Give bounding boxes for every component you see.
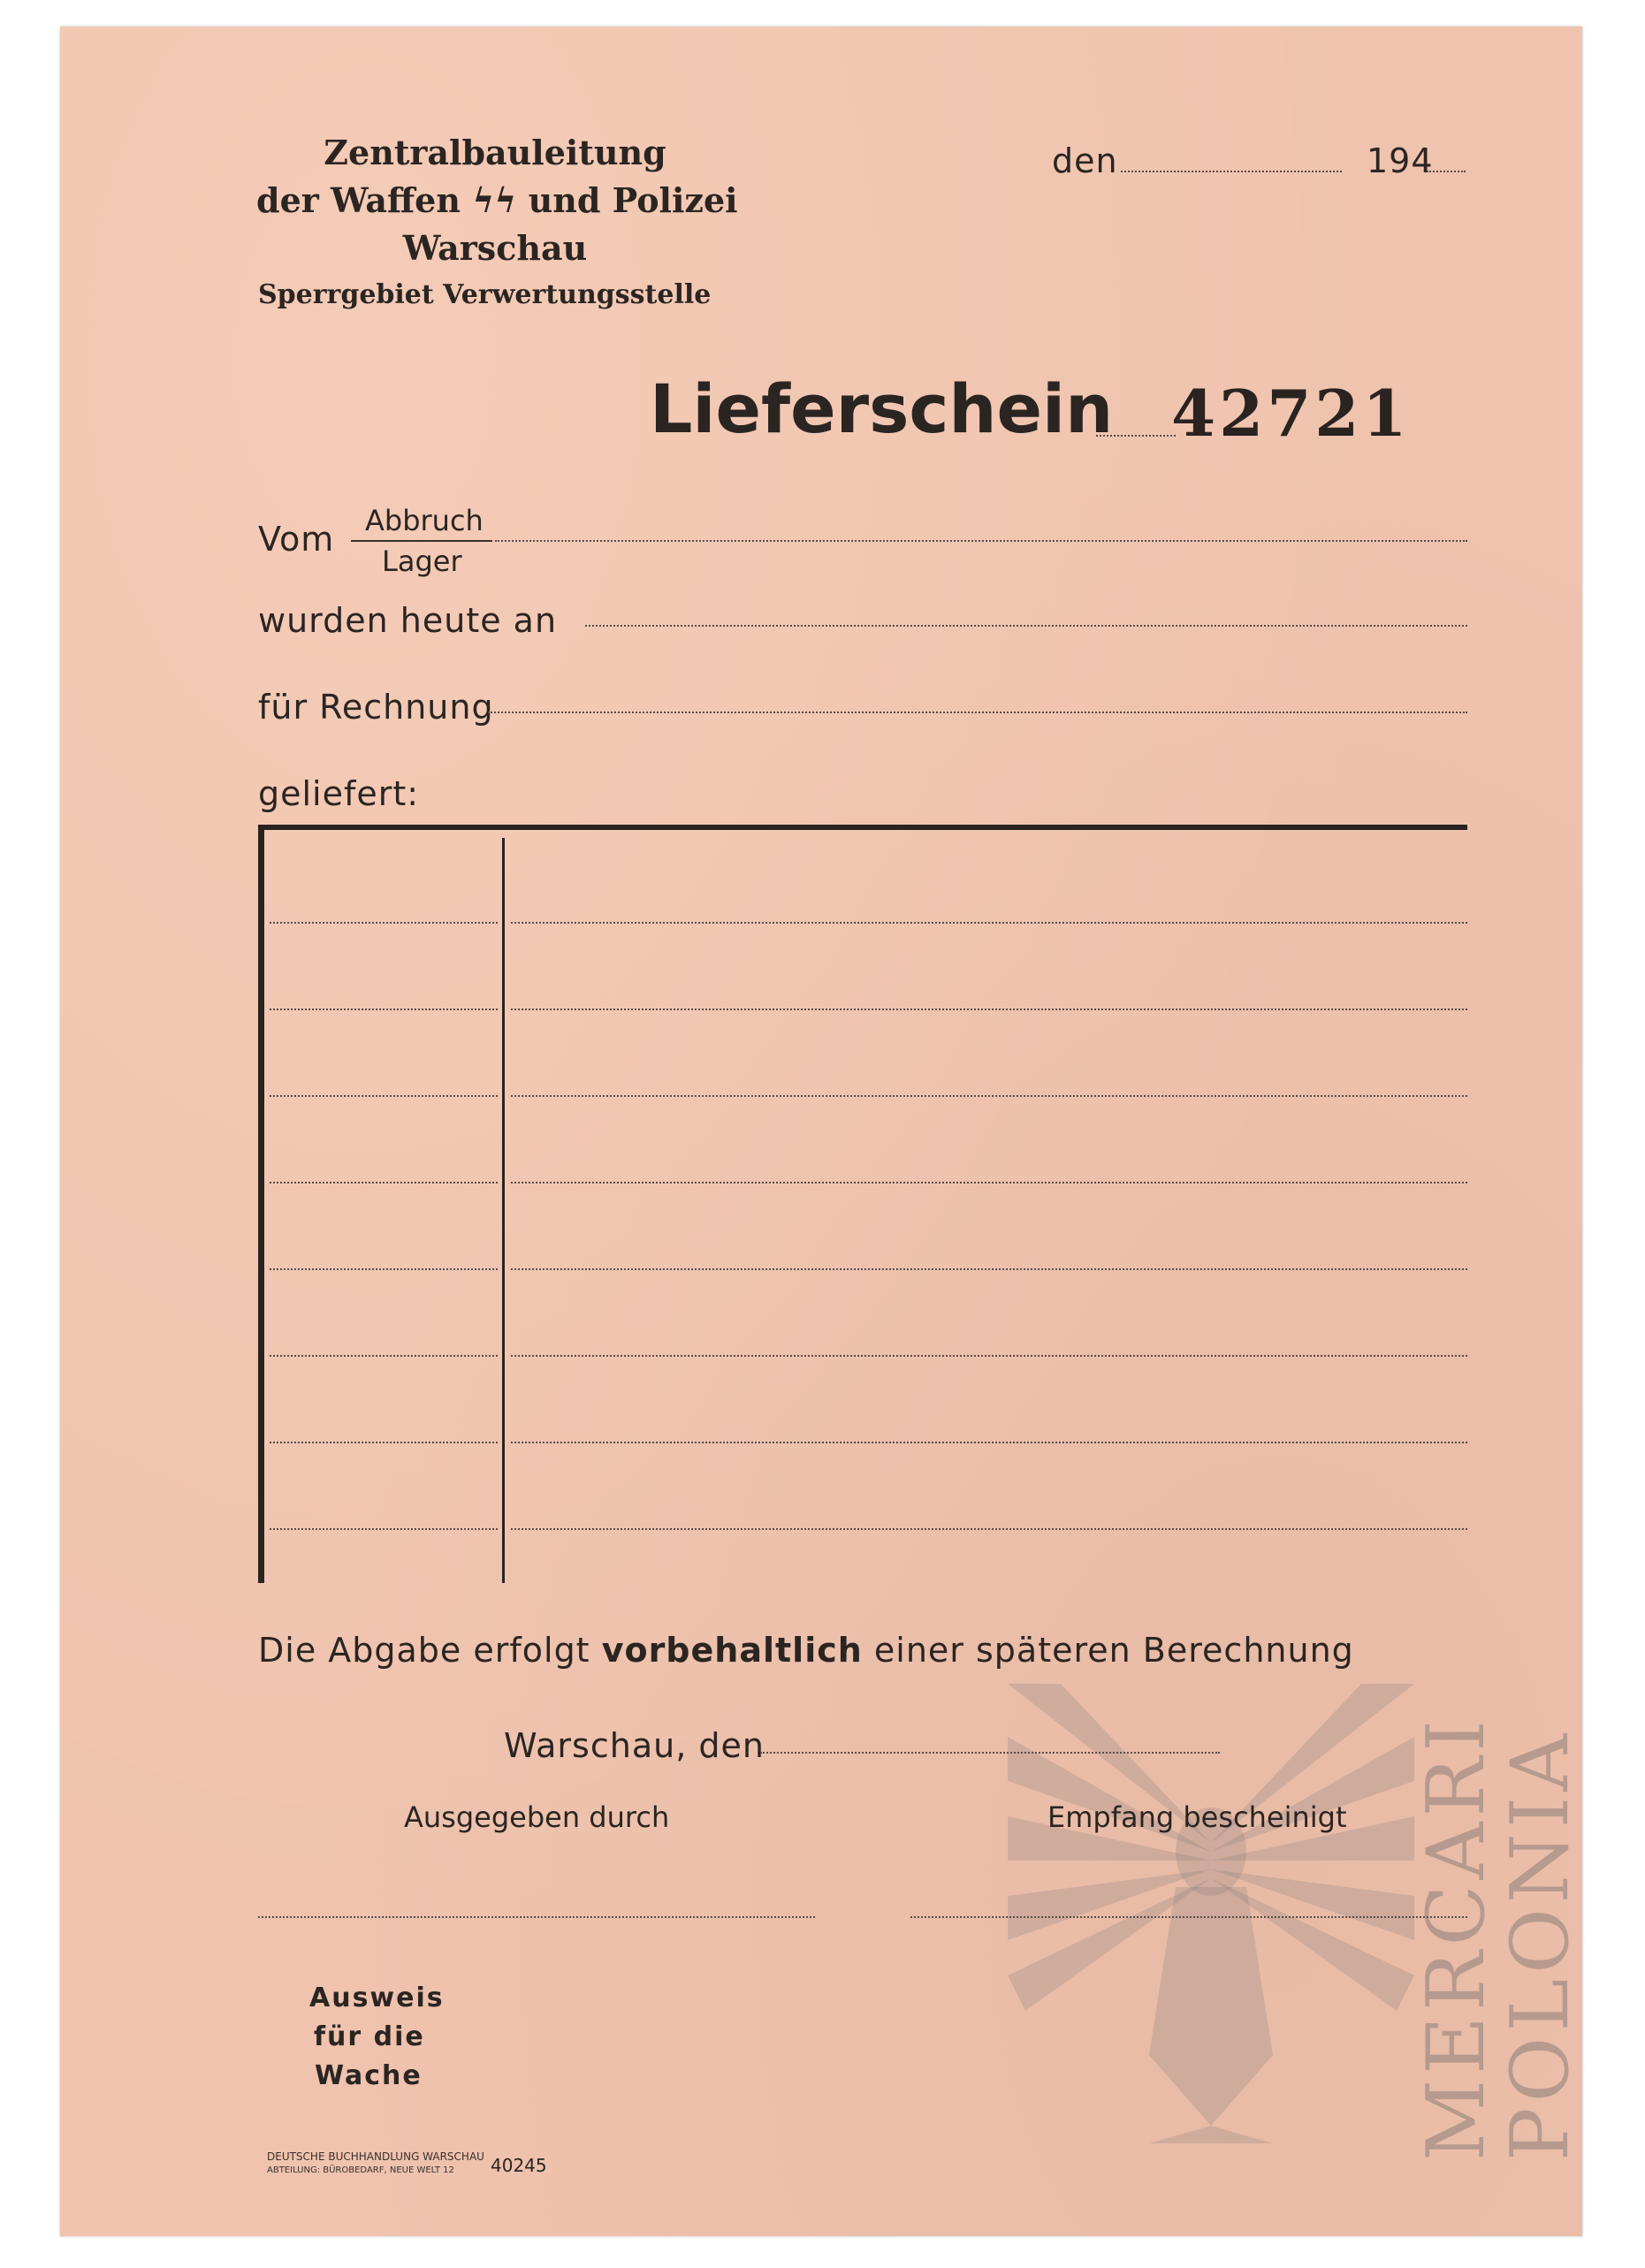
wurden-heute-an-label: wurden heute an: [258, 601, 558, 640]
ausgegeben-label: Ausgegeben durch: [404, 1800, 670, 1834]
warschau-den-label: Warschau, den: [504, 1726, 765, 1765]
printer-imprint: [267, 2150, 484, 2177]
table-row-line: [270, 1182, 498, 1183]
wurden-heute-an-line: [585, 625, 1467, 627]
fuer-rechnung-line: [488, 712, 1467, 713]
org-line-3: Warschau: [402, 228, 588, 268]
table-top-rule: [258, 825, 1467, 830]
table-row-line: [511, 1355, 1467, 1357]
empfang-label: Empfang bescheinigt: [1047, 1800, 1347, 1834]
ausweis-line-2: für die: [314, 2021, 425, 2052]
year-line: [1427, 171, 1466, 172]
org-line-2: der Waffen ϟϟ und Polizei: [256, 180, 738, 220]
date-prefix: den: [1052, 141, 1118, 180]
abbruch-label: Abbruch: [365, 504, 484, 537]
warschau-den-line: [760, 1752, 1220, 1754]
ausgegeben-signature-line: [258, 1916, 815, 1918]
table-row-line: [270, 1008, 498, 1010]
ausweis-line-1: Ausweis: [309, 1983, 445, 2013]
form-number: 40245: [491, 2155, 547, 2176]
imprint-line-1: DEUTSCHE BUCHHANDLUNG WARSCHAU: [267, 2150, 484, 2163]
abgabe-text-bold: vorbehaltlich: [601, 1631, 863, 1670]
ausweis-line-3: Wache: [315, 2060, 423, 2091]
table-row-line: [511, 922, 1467, 924]
table-row-line: [270, 1528, 498, 1530]
abgabe-text-post: einer späteren Berechnung: [873, 1631, 1354, 1670]
table-row-line: [511, 1095, 1467, 1097]
table-row-line: [511, 1182, 1467, 1183]
table-row-line: [511, 1442, 1467, 1443]
lager-label: Lager: [382, 544, 462, 578]
table-left-rule: [258, 825, 264, 1583]
table-row-line: [511, 1268, 1467, 1270]
table-row-line: [270, 1355, 498, 1357]
year-prefix: 194: [1367, 141, 1434, 180]
table-row-line: [270, 1442, 498, 1443]
table-row-line: [270, 922, 498, 924]
watermark-line-2: POLONIA: [1494, 1728, 1587, 2161]
watermark-line-1: MERCARI: [1410, 1715, 1503, 2161]
document-title: Lieferschein: [650, 369, 1114, 448]
geliefert-label: geliefert:: [258, 774, 420, 813]
table-row-line: [511, 1528, 1467, 1530]
date-line: [1121, 171, 1342, 172]
table-row-line: [511, 1008, 1467, 1010]
fuer-rechnung-label: für Rechnung: [258, 688, 494, 727]
imprint-line-2: ABTEILUNG: BÜROBEDARF, NEUE WELT 12: [267, 2165, 454, 2175]
vom-line: [495, 540, 1467, 542]
table-row-line: [270, 1095, 498, 1097]
vom-label: Vom: [258, 520, 335, 559]
org-line-4: Sperrgebiet Verwertungsstelle: [258, 279, 712, 310]
fraction-bar: [351, 540, 492, 542]
org-line-1: Zentralbauleitung: [324, 133, 666, 172]
abgabe-statement: [258, 1631, 1354, 1670]
serial-number: 42721: [1171, 376, 1411, 451]
abgabe-text-pre: Die Abgabe erfolgt: [258, 1631, 590, 1670]
table-row-line: [270, 1268, 498, 1270]
table-column-divider: [502, 838, 505, 1583]
serial-line: [1096, 435, 1176, 437]
empfang-signature-line: [910, 1916, 1467, 1918]
